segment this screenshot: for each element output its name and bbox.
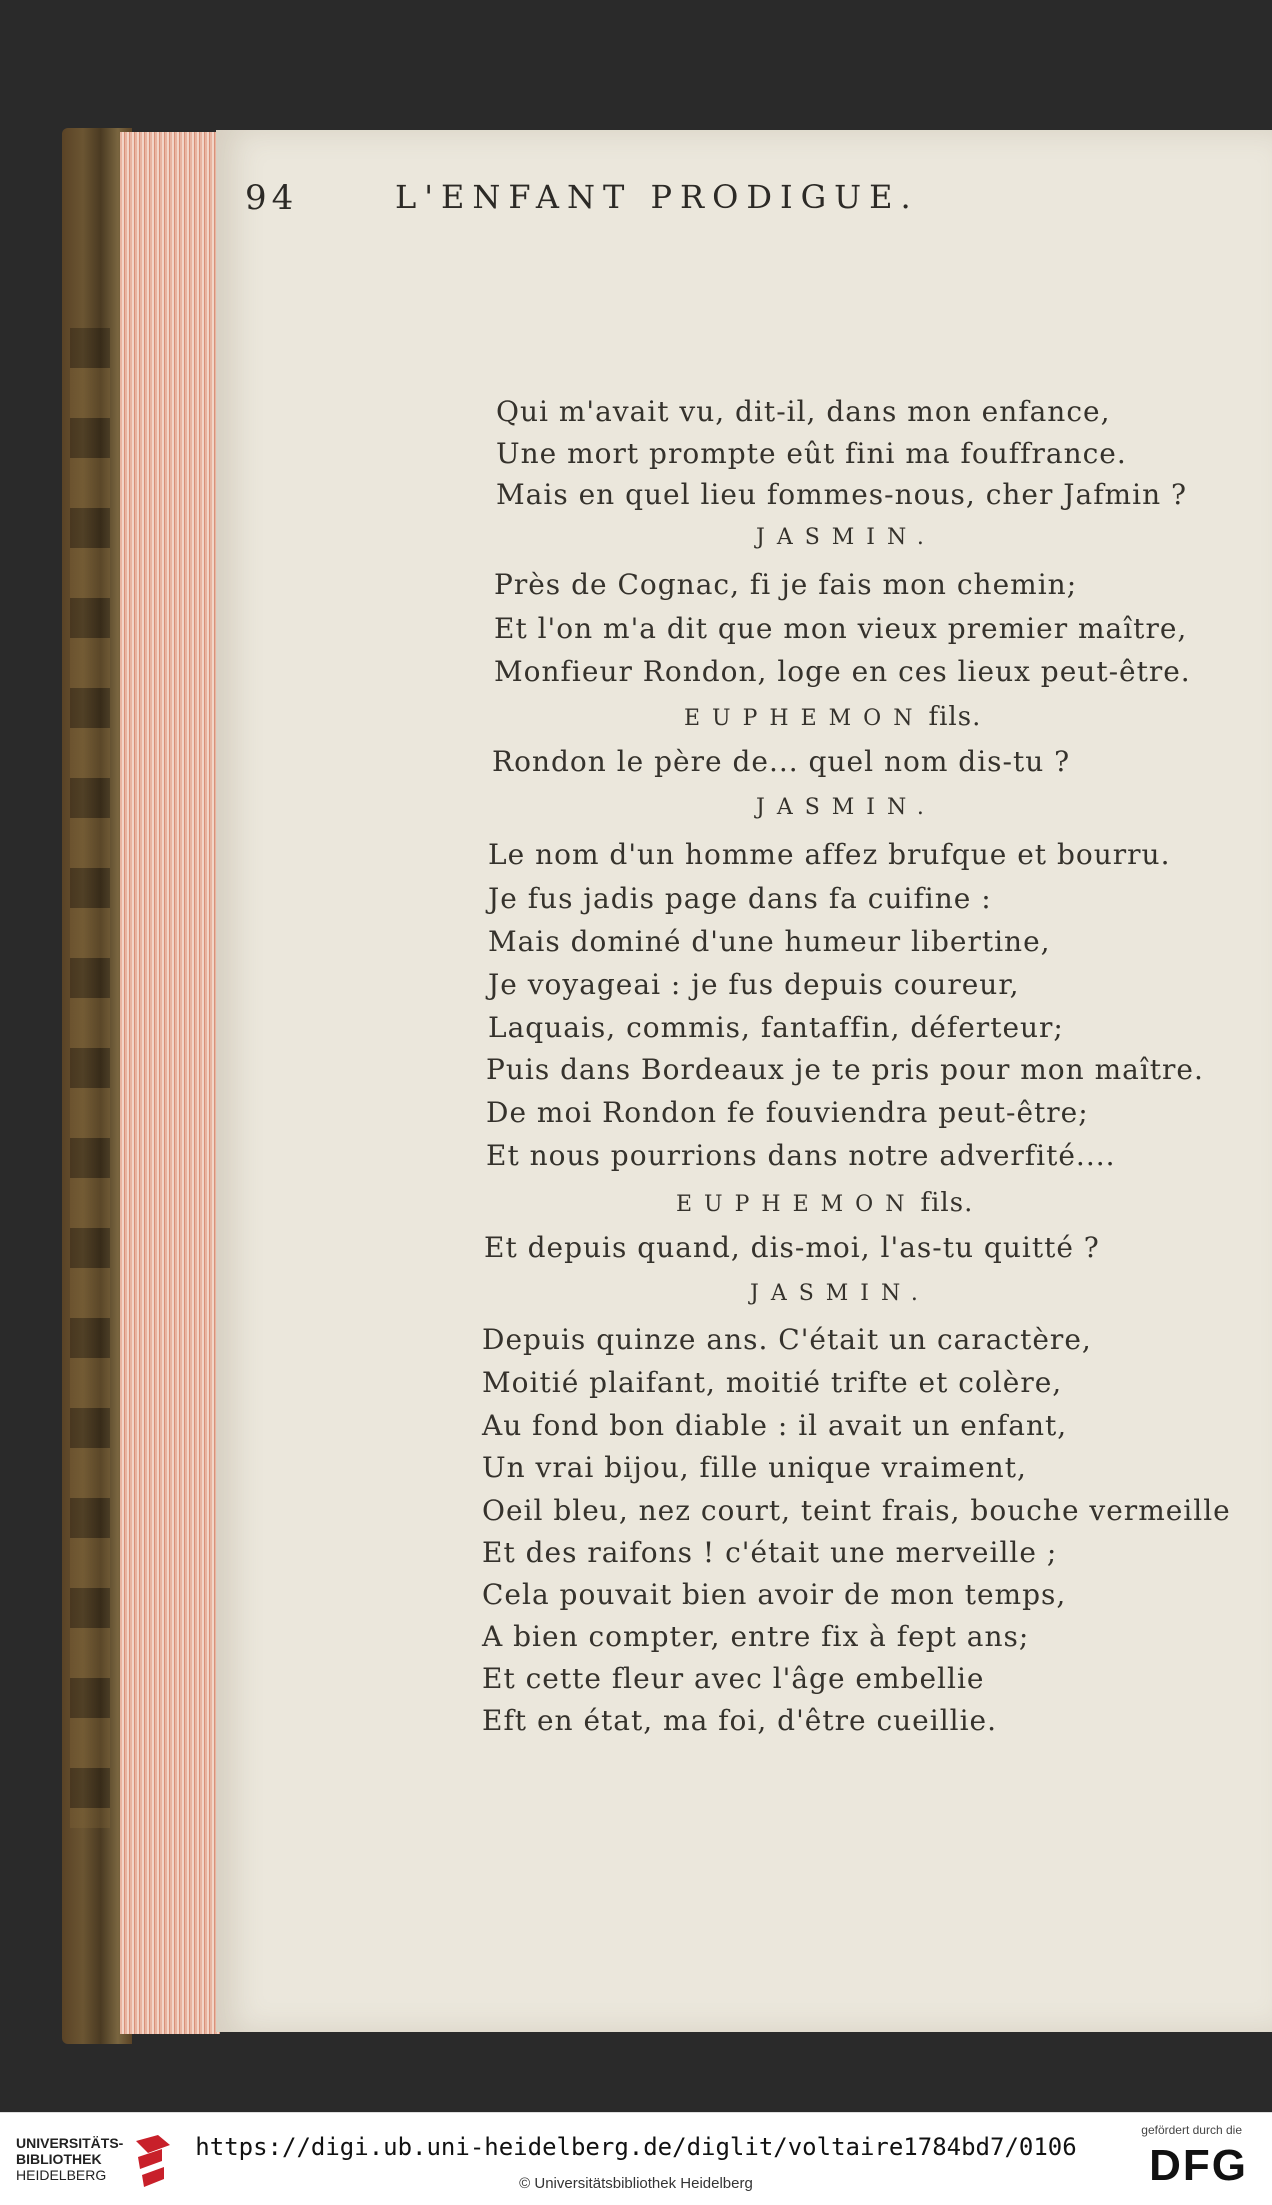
verse-line: Cela pouvait bien avoir de mon temps, bbox=[482, 1578, 1067, 1611]
library-name-line1: UNIVERSITÄTS- bbox=[16, 2135, 124, 2151]
speaker-name bbox=[676, 1188, 973, 1218]
verse-line: Et depuis quand, dis-moi, l'as-tu quitté ? bbox=[484, 1231, 1100, 1264]
verse-line: Oeil bleu, nez court, teint frais, bouche vermeille bbox=[482, 1494, 1231, 1527]
running-head: L'ENFANT PRODIGUE. bbox=[395, 178, 919, 216]
copyright-notice: © Universitätsbibliothek Heidelberg bbox=[519, 2175, 753, 2192]
verse-line: Et l'on m'a dit que mon vieux premier maître, bbox=[494, 612, 1188, 645]
viewer-footer bbox=[0, 2112, 1272, 2205]
library-name-line3: HEIDELBERG bbox=[16, 2167, 107, 2183]
speaker-label: JASMIN. bbox=[756, 525, 936, 550]
speaker-name bbox=[756, 525, 936, 550]
page-number: 94 bbox=[245, 178, 299, 218]
verse-line: A bien compter, entre fix à fept ans; bbox=[482, 1620, 1030, 1653]
page-url[interactable]: https://digi.ub.uni-heidelberg.de/diglit/voltaire1784bd7/0106 bbox=[195, 2133, 1077, 2161]
verse-line: Rondon le père de... quel nom dis-tu ? bbox=[492, 745, 1071, 778]
speaker-name bbox=[756, 795, 936, 820]
verse-line: Une mort prompte eût fini ma fouffrance. bbox=[496, 437, 1127, 470]
verse-line: Et nous pourrions dans notre adverfité.... bbox=[486, 1139, 1116, 1172]
verse-line: Puis dans Bordeaux je te pris pour mon maître. bbox=[486, 1053, 1204, 1086]
speaker-suffix: fils. bbox=[928, 702, 982, 732]
verse-line: De moi Rondon fe fouviendra peut-être; bbox=[486, 1096, 1089, 1129]
speaker-label: EUPHEMON bbox=[676, 1192, 917, 1217]
verse-line: Et des raifons ! c'était une merveille ; bbox=[482, 1536, 1058, 1569]
speaker-label: EUPHEMON bbox=[684, 706, 925, 731]
page-edges bbox=[120, 132, 220, 2034]
verse-line: Près de Cognac, fi je fais mon chemin; bbox=[494, 568, 1078, 601]
library-name-line2: BIBLIOTHEK bbox=[16, 2151, 102, 2167]
verse-line: Et cette fleur avec l'âge embellie bbox=[482, 1662, 985, 1695]
verse-line: Depuis quinze ans. C'était un caractère, bbox=[482, 1323, 1092, 1356]
verse-line: Moitié plaifant, moitié trifte et colère, bbox=[482, 1366, 1063, 1399]
verse-line: Eft en état, ma foi, d'être cueillie. bbox=[482, 1704, 998, 1737]
speaker-label: JASMIN. bbox=[750, 1281, 930, 1306]
verse-line: Qui m'avait vu, dit-il, dans mon enfance, bbox=[496, 395, 1111, 428]
verse-line: Monfieur Rondon, loge en ces lieux peut-être. bbox=[494, 655, 1191, 688]
verse-line: Au fond bon diable : il avait un enfant, bbox=[482, 1409, 1068, 1442]
verse-line: Le nom d'un homme affez brufque et bourru. bbox=[488, 838, 1171, 871]
speaker-label: JASMIN. bbox=[756, 795, 936, 820]
verse-line: Je voyageai : je fus depuis coureur, bbox=[488, 968, 1020, 1001]
verse-line: Mais dominé d'une humeur libertine, bbox=[488, 925, 1051, 958]
verse-line: Je fus jadis page dans fa cuifine : bbox=[488, 882, 992, 915]
speaker-name bbox=[684, 702, 981, 732]
speaker-suffix: fils. bbox=[920, 1188, 974, 1218]
funder-note: gefördert durch die bbox=[1141, 2123, 1242, 2137]
verse-line: Mais en quel lieu fommes-nous, cher Jafmin ? bbox=[496, 478, 1188, 511]
verse-line: Laquais, commis, fantaffin, déferteur; bbox=[488, 1011, 1064, 1044]
speaker-name bbox=[750, 1281, 930, 1306]
verse-line: Un vrai bijou, fille unique vraiment, bbox=[482, 1451, 1027, 1484]
dfg-logo[interactable]: DFG bbox=[1149, 2141, 1248, 2190]
